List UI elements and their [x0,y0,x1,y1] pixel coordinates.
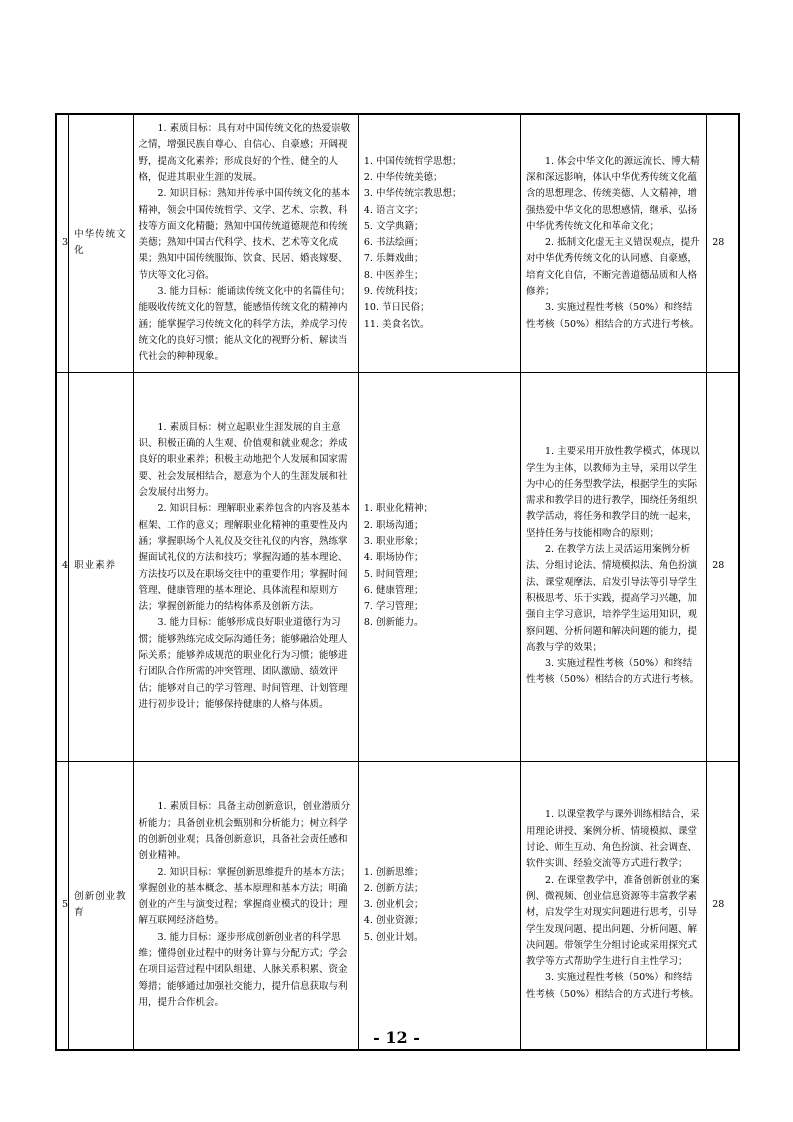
content-item: 1. 中国传统哲学思想； [363,155,462,167]
course-table [55,113,740,1051]
content-item: 8. 创新能力。 [363,617,424,629]
content-item: 3. 职业形象； [363,535,424,547]
course-name: 中华传统文化 [69,114,133,372]
course-hours: 28 [707,372,739,761]
content-item: 11. 美食名饮。 [363,318,430,330]
content-item: 2. 创新方法； [363,882,424,894]
content-item: 1. 创新思维； [363,866,424,878]
table-row [56,114,739,372]
content-item: 7. 学习管理； [363,601,424,613]
content-item: 4. 语言文字； [363,204,424,216]
requirement-paragraph: 2. 在课堂教学中，准备创新创业的案例、微视频、创业信息资源等丰富教学素材，启发学生对现实问题进行思考，引导学生发现问题、提出问题、分析问题、解决问题。带领学生分组讨论或采用探究式教学等方式帮助学生进行自主性学习； [526,874,700,968]
requirement-paragraph: 2. 在教学方法上灵活运用案例分析法、分组讨论法、情境模拟法、角色扮演法、课堂观摩法、启发引导法等引导学生积极思考、乐于实践，提高学习兴趣，加强自主学习意识，培养学生运用知识，观察问题、分析问题和解决问题的能力，提高教与学的效果； [526,544,698,653]
requirement-paragraph: 1. 以课堂教学与课外训练相结合，采用理论讲授、案例分析、情境模拟、课堂讨论、师生互动、角色扮演、社会调查、软件实训、经验交流等方式进行教学； [526,809,700,870]
content-item: 5. 文学典籍； [363,220,424,232]
page-number: - 12 - [373,1028,420,1047]
content-item: 5. 创业计划。 [363,931,424,943]
goal-paragraph: 3. 能力目标：能诵读传统文化中的名篇佳句；能吸收传统文化的智慧，能感悟传统文化的精神内涵；能掌握学习传统文化的科学方法，养成学习传统文化的良好习惯；能从文化的视野分析、解读当代社会的种种现象。 [138,285,351,363]
teaching-requirements [521,372,707,761]
course-content [358,372,520,761]
course-number: 5 [56,761,69,1050]
course-content [358,761,520,1050]
content-item: 5. 时间管理； [363,568,424,580]
goal-paragraph: 1. 素质目标：具有对中国传统文化的热爱崇敬之情，增强民族自尊心、自信心、自豪感；开阔视野，提高文化素养；形成良好的个性、健全的人格，促进其职业生涯的发展。 [138,123,351,183]
goal-paragraph: 1. 素质目标：具备主动创新意识，创业潜质分析能力；具备创业机会甄别和分析能力；树立科学的创新创业观；具备创新意识，具备社会责任感和创业精神。 [138,801,351,862]
requirement-paragraph: 3. 实施过程性考核（50%）和终结性考核（50%）相结合的方式进行考核。 [526,972,700,1000]
course-goals [133,372,358,761]
goal-paragraph: 3. 能力目标：能够形成良好职业道德行为习惯；能够熟练完成交际沟通任务；能够融洽处理人际关系；能够养成规范的职业化行为习惯；能够进行团队合作所需的冲突管理、团队激励、绩效评估；能够对自己的学习管理、时间管理、计划管理进行初步设计；能够保持健康的人格与体质。 [138,617,348,710]
content-item: 2. 中华传统美德； [363,171,443,183]
requirement-paragraph: 2. 抵制文化虚无主义错误观点，提升对中华优秀传统文化的认同感、自豪感，培育文化自信，不断完善道德品质和人格修养； [526,237,700,297]
goal-paragraph: 2. 知识目标：熟知并传承中国传统文化的基本精神，领会中国传统哲学、文学、艺术、宗教、科技等方面文化精髓；熟知中国传统道德规范和传统美德；熟知中国古代科学、技术、艺术等文化成果；熟知中国传统服饰、饮食、民居、婚丧嫁娶、节庆等文化习俗。 [138,188,351,281]
content-item: 4. 创业资源； [363,915,424,927]
course-hours: 28 [707,114,739,372]
goal-paragraph: 2. 知识目标：理解职业素养包含的内容及基本框架、工作的意义；理解职业化精神的重要性及内涵；掌握职场个人礼仪及交往礼仪的内容，熟练掌握面试礼仪的方法和技巧；掌握沟通的基本理论、方法技巧以及在职场交往中的重要作用；掌握时间管理、健康管理的基本理论、具体流程和原则方法；掌握创新能力的结构体系及创新方法。 [138,503,351,613]
content-item: 6. 健康管理； [363,584,424,596]
teaching-requirements [521,761,707,1050]
course-goals [133,761,358,1050]
goal-paragraph: 1. 素质目标：树立起职业生涯发展的自主意识、积极正确的人生观、价值观和就业观念；养成良好的职业素养；积极主动地把个人发展和国家需要、社会发展相结合，愿意为个人的生涯发展和社会发展付出努力。 [138,421,348,499]
course-hours: 28 [707,761,739,1050]
course-number: 4 [56,372,69,761]
goal-paragraph: 3. 能力目标：逐步形成创新创业者的科学思维；懂得创业过程中的财务计算与分配方式；学会在项目运营过程中团队组建、人脉关系积累、资金筹措；能够通过加强社交能力，提升信息获取与利用，提升合作机会。 [138,931,348,1008]
course-content [358,114,520,372]
table-body [56,114,739,1050]
content-item: 1. 职业化精神； [363,503,433,515]
content-item: 3. 中华传统宗教思想； [363,188,462,200]
requirement-paragraph: 1. 体会中华文化的源远流长、博大精深和深远影响，体认中华优秀传统文化蕴含的思想理念、传统美德、人文精神，增强热爱中华文化的思想感情，继承、弘扬中华优秀传统文化和革命文化； [526,155,700,232]
content-item: 9. 传统科技； [363,285,424,297]
course-number: 3 [56,114,69,372]
content-item: 2. 职场沟通； [363,519,424,531]
goal-paragraph: 2. 知识目标：掌握创新思维提升的基本方法；掌握创业的基本概念、基本原理和基本方法；明确创业的产生与演变过程；掌握商业模式的设计；理解互联网经济趋势。 [138,866,351,927]
course-name: 创新创业教育 [69,761,133,1050]
table-row [56,372,739,761]
content-item: 4. 职场协作； [363,552,424,564]
content-item: 6. 书法绘画； [363,237,424,249]
content-item: 7. 乐舞戏曲； [363,253,424,265]
course-name: 职业素养 [69,372,133,761]
teaching-requirements [521,114,707,372]
content-item: 3. 创业机会； [363,899,424,911]
course-goals [133,114,358,372]
content-item: 10. 节日民俗； [363,302,430,314]
requirement-paragraph: 3. 实施过程性考核（50%）和终结性考核（50%）相结合的方式进行考核。 [526,658,700,686]
table-row [56,761,739,1050]
content-item: 8. 中医养生； [363,269,424,281]
requirement-paragraph: 3. 实施过程性考核（50%）和终结性考核（50%）相结合的方式进行考核。 [526,302,700,330]
requirement-paragraph: 1. 主要采用开放性教学模式，体现以学生为主体，以教师为主导，采用以学生为中心的任务型教学法，根据学生的实际需求和教学目的进行教学，围绕任务组织教学活动，将任务和教学目的统一起来，坚持任务与技能相吻合的原则； [526,446,700,539]
